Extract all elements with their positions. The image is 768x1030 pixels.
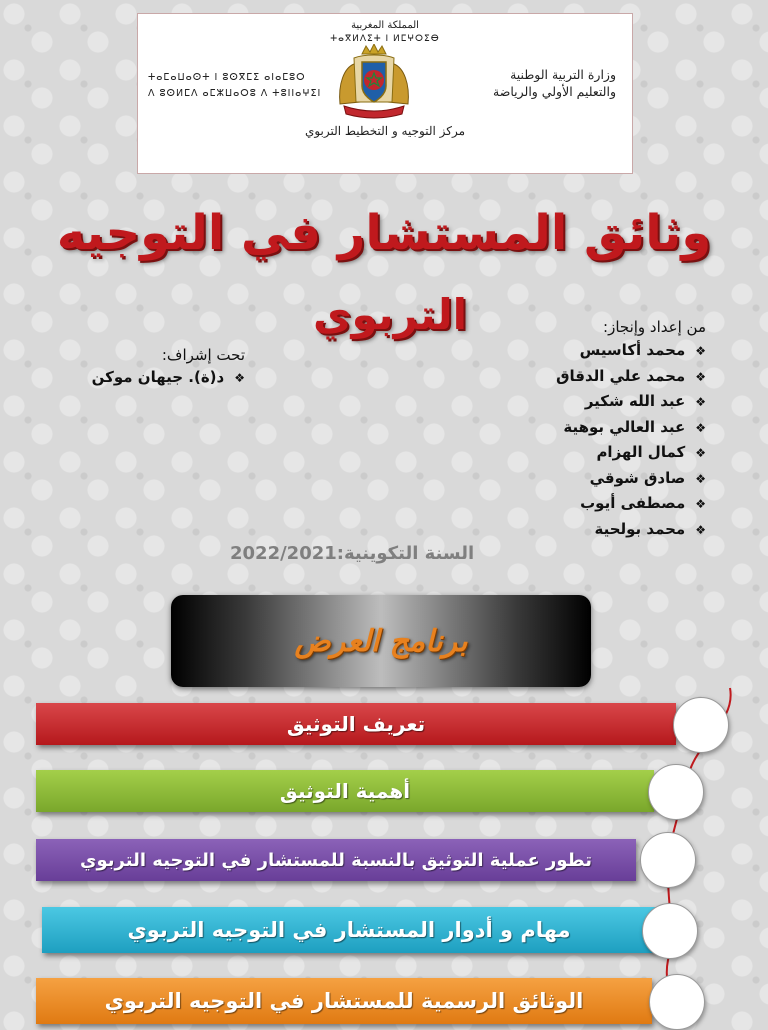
agenda-item-label: الوثائق الرسمية للمستشار في التوجيه التربوي (104, 989, 584, 1013)
author-name: محمد علي الدقاق (556, 366, 686, 385)
agenda-item-label: أهمية التوثيق (279, 779, 411, 803)
author-item (556, 338, 706, 364)
ministry-name-arabic-line1: وزارة التربية الوطنية (510, 67, 616, 82)
authors-heading: من إعداد وإنجاز: (603, 318, 706, 336)
kingdom-name-arabic: المملكة المغربية (351, 20, 419, 31)
bullet-icon: ❖ (695, 446, 706, 460)
program-title: برنامج العرض (294, 623, 468, 659)
ministry-name-tifinagh-line1: ⵜⴰⵎⴰⵡⴰⵙⵜ ⵏ ⵓⵙⴳⵎⵉ ⴰⵏⴰⵎⵓⵔ (148, 72, 306, 83)
supervisor-heading: تحت إشراف: (161, 346, 245, 364)
academic-year-value: 2022/2021 (230, 543, 337, 564)
agenda-item-definition[interactable] (36, 703, 676, 745)
academic-year-label: السنة التكوينية: (336, 543, 475, 564)
ministry-name-tifinagh (148, 70, 321, 102)
supervisor-block (55, 346, 245, 386)
agenda-marker-circle (649, 974, 705, 1030)
agenda-item-importance[interactable] (36, 770, 654, 812)
authors-list (556, 338, 706, 542)
bullet-icon: ❖ (234, 371, 245, 385)
author-name: محمد بولحية (594, 519, 686, 538)
header-card (137, 13, 633, 174)
ministry-name-arabic (493, 66, 616, 100)
author-name: عبد الله شكير (584, 392, 686, 410)
bullet-icon: ❖ (695, 522, 706, 537)
author-item (556, 440, 706, 466)
ministry-name-arabic-line2: والتعليم الأولي والرياضة (493, 84, 616, 99)
author-item (556, 364, 706, 390)
agenda-item-evolution[interactable] (36, 839, 636, 881)
agenda-item-label: مهام و أدوار المستشار في التوجيه التربوي (127, 918, 571, 942)
agenda-marker-circle (648, 764, 704, 820)
document-title-line1: وثائق المستشار في التوجيه (56, 205, 712, 261)
author-name: صادق شوقي (589, 468, 686, 487)
supervisor-name: د(ة). جيهان موكن (91, 368, 225, 386)
bullet-icon: ❖ (695, 471, 706, 486)
academic-year (230, 543, 474, 564)
author-item (556, 491, 706, 517)
agenda-marker-circle (673, 697, 729, 753)
agenda-item-roles[interactable] (42, 907, 656, 953)
agenda-marker-circle (642, 903, 698, 959)
agenda-marker-circle (640, 832, 696, 888)
author-name: محمد أكاسيس (579, 341, 686, 359)
authors-block (556, 318, 706, 542)
bullet-icon: ❖ (695, 497, 706, 511)
author-name: كمال الهزام (596, 443, 686, 461)
ministry-name-tifinagh-line2: ⴷ ⵓⵙⵍⵎⴷ ⴰⵎⵣⵡⴰⵔⵓ ⴷ ⵜⵓⵏⵏⴰⵖⵉⵏ (148, 88, 322, 99)
agenda-item-label: تعريف التوثيق (286, 712, 426, 736)
supervisor-item (55, 368, 245, 386)
document-title-line2: التربوي (312, 290, 468, 339)
author-item (556, 415, 706, 441)
author-item (556, 389, 706, 415)
moroccan-coat-of-arms-icon (334, 44, 414, 120)
kingdom-name-tifinagh: ⵜⴰⴳⵍⴷⵉⵜ ⵏ ⵍⵎⵖⵔⵉⴱ (330, 34, 440, 44)
program-banner (171, 595, 591, 687)
author-name: مصطفى أيوب (580, 494, 686, 512)
bullet-icon: ❖ (695, 395, 706, 409)
author-item (556, 466, 706, 492)
agenda-item-label: تطور عملية التوثيق بالنسبة للمستشار في التوجيه التربوي (80, 849, 592, 871)
bullet-icon: ❖ (695, 344, 706, 358)
bullet-icon: ❖ (695, 420, 706, 435)
bullet-icon: ❖ (695, 369, 706, 384)
center-name: مركز التوجيه و التخطيط التربوي (304, 124, 466, 138)
agenda-item-official-documents[interactable] (36, 978, 652, 1024)
author-name: عبد العالي بوهية (563, 417, 686, 436)
author-item (556, 517, 706, 543)
